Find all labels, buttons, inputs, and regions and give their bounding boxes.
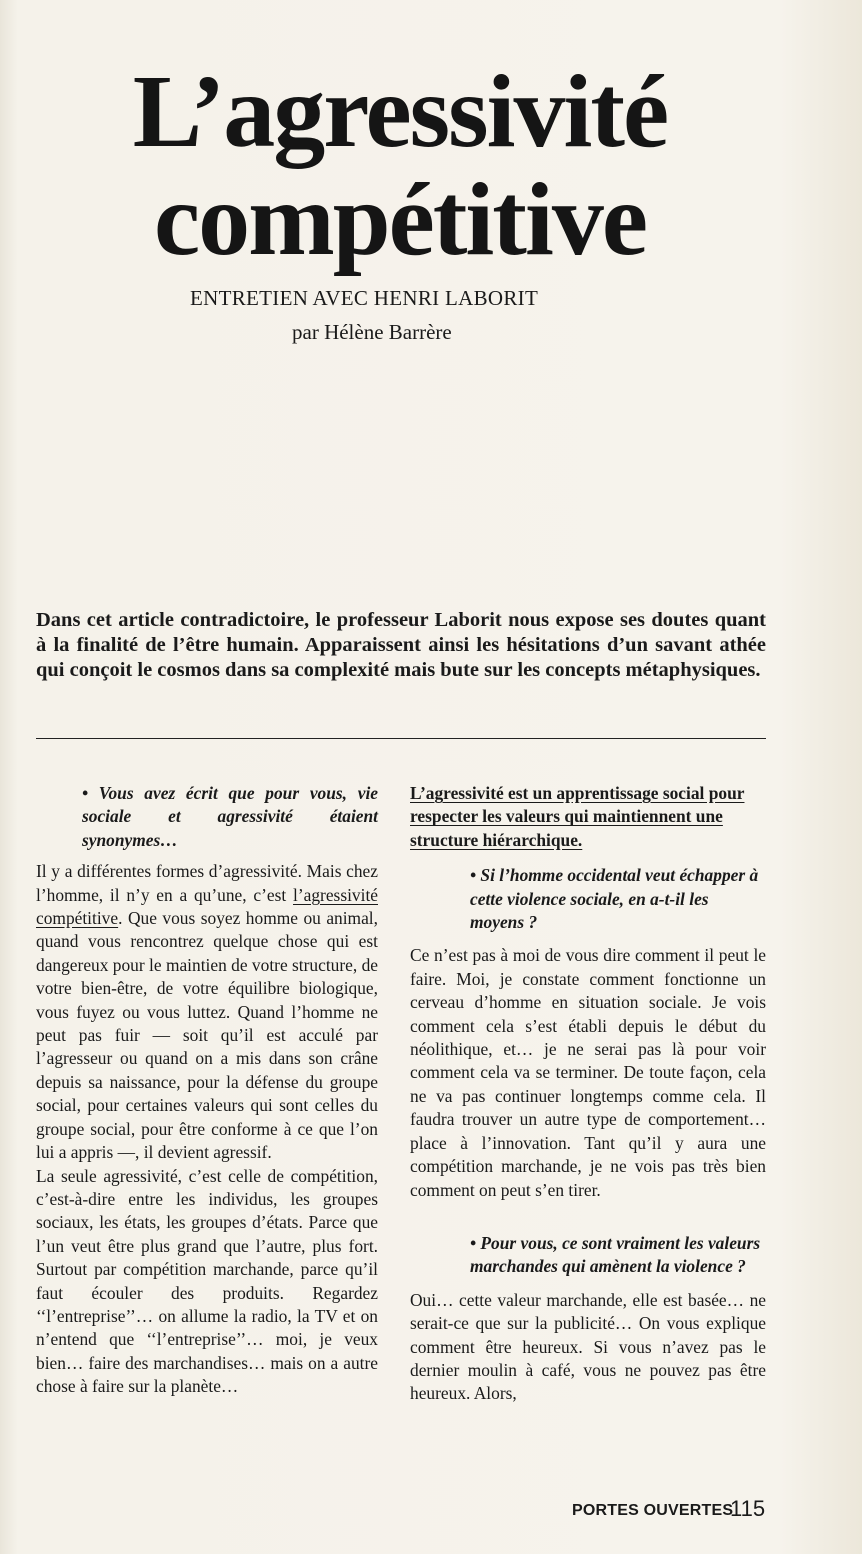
article-subtitle: ENTRETIEN AVEC HENRI LABORIT — [190, 286, 539, 310]
right-column — [410, 782, 766, 1406]
article-byline: par Hélène Barrère — [292, 320, 452, 344]
article-title-line-2: compétitive — [153, 162, 646, 277]
answer-2-paragraph: Ce n’est pas à moi de vous dire comment il peut le faire. Moi, je constate comment fonctionne un cerveau d’homme en situation sociale. Je vois comment cela s’est établi depuis le début du néolithique, et… je ne serai pas là pour voir comment cela va se terminer. De toute façon, cela ne va pas continuer longtemps comme cela. Il faudra trouver un autre type de comportement… place à l’innovation. Tant qu’il y aura une compétition marchande, je ne vois pas très bien comment on peut s’en tirer. — [410, 945, 766, 1200]
interview-question-3 — [410, 1232, 766, 1279]
pull-quote-heading: L’agressivité est un apprentissage social pour respecter les valeurs qui maintiennent une structure hiérarchique. — [410, 783, 745, 850]
answer-1-underlined-term: l’agressivité compétitive — [36, 884, 378, 929]
question-2-text: • Si l’homme occidental veut échapper à cette violence sociale, en a-t-il les moyens ? — [470, 865, 759, 933]
magazine-name: PORTES OUVERTES — [572, 1502, 734, 1519]
page-number: 115 — [730, 1496, 766, 1521]
interview-question-2 — [410, 864, 766, 934]
article-title-line-1: L’agressivité — [132, 54, 668, 169]
question-1-text: • Vous avez écrit que pour vous, vie sociale et agressivité étaient synonymes… — [82, 783, 378, 850]
answer-1-text-a: Il y a différentes formes d’agressivité. Mais chez l’homme, il n’y en a qu’une, c’est — [36, 861, 378, 905]
section-divider — [36, 738, 766, 739]
answer-3-paragraph: Oui… cette valeur marchande, elle est basée… ne serait-ce que sur la publicité… On vous explique comment être heureux. Si vous n’avez pas le dernier moulin à café, vous ne pouvez pas être heureux. Alors, — [410, 1289, 766, 1404]
left-column — [36, 782, 378, 1399]
question-3-text: • Pour vous, ce sont vraiment les valeurs marchandes qui amènent la violence ? — [470, 1232, 761, 1277]
interview-question-1 — [36, 782, 378, 852]
answer-1-paragraph-1 — [36, 860, 378, 1164]
article-intro: Dans cet article contradictoire, le professeur Laborit nous expose ses doutes quant à la finalité de l’être humain. Apparaissent ainsi les hésitations d’un savant athée qui conçoit le cosmos dans sa complexité mais bute sur les concepts métaphysiques. — [36, 609, 766, 681]
answer-1-paragraph-2: La seule agressivité, c’est celle de compétition, c’est-à-dire entre les individus, les groupes sociaux, les états, les groupes d’états. Parce que l’un veut être plus grand que l’autre, plus fort. Surtout par compétition marchande, parce qu’il faut écouler des produits. Regardez ‘‘l’entreprise’’… on allume la radio, la TV et on n’entend que ‘‘l’entreprise’’… moi, je veux bien… faire des marchandises… mais on a autre chose à faire sur la planète… — [36, 1165, 378, 1397]
answer-1-text-b: . Que vous soyez homme ou animal, quand vous rencontrez quelque chose qui est dangereux pour le maintien de votre structure, de votre bien-être, de votre équilibre biologique, vous fuyez ou vous luttez. Quand l’homme ne peut pas fuir — soit qu’il est acculé par l’agresseur ou quand on a mis dans son crâne depuis sa naissance, pour la défense du groupe social, pour certaines valeurs qui sont celles du groupe social, pour être conforme à ce que l’on lui a appris —, il devient agressif. — [36, 908, 378, 1163]
